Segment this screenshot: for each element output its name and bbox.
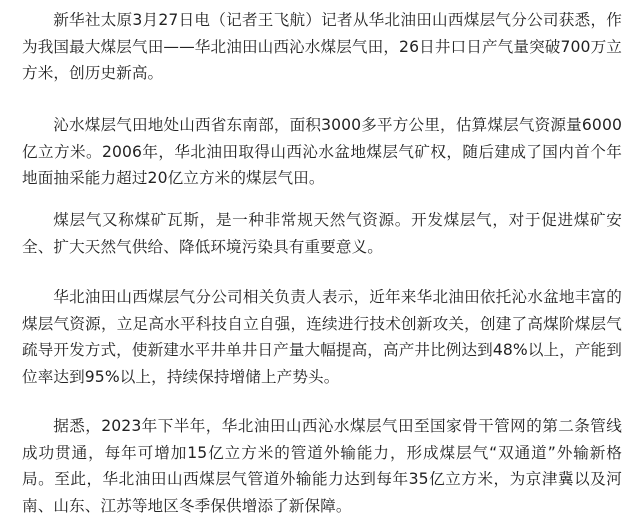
article-paragraph-2: 沁水煤层气田地处山西省东南部，面积3000多平方公里，估算煤层气资源量6000亿立方米。2006年，华北油田取得山西沁水盆地煤层气矿权，随后建成了国内首个年地面抽采能力超过20亿立方米的煤层气田。 xyxy=(22,116,622,187)
article-paragraph-4: 华北油田山西煤层气分公司相关负责人表示，近年来华北油田依托沁水盆地丰富的煤层气资源，立足高水平科技自立自强，连续进行技术创新攻关，创建了高煤阶煤层气疏导开发方式，使新建水平井单井日产量大幅提高，高产井比例达到48%以上，产能到位率达到95%以上，持续保持增储上产势头。 xyxy=(22,288,622,386)
article-paragraph-1: 新华社太原3月27日电（记者王飞航）记者从华北油田山西煤层气分公司获悉，作为我国最大煤层气田——华北油田山西沁水煤层气田，26日井口日产气量突破700万立方米，创历史新高。 xyxy=(22,11,622,82)
article-paragraph-3: 煤层气又称煤矿瓦斯，是一种非常规天然气资源。开发煤层气，对于促进煤矿安全、扩大天然气供给、降低环境污染具有重要意义。 xyxy=(22,211,622,256)
article-paragraph-5: 据悉，2023年下半年，华北油田山西沁水煤层气田至国家骨干管网的第二条管线成功贯通，每年可增加15亿立方米的管道外输能力，形成煤层气“双通道”外输新格局。至此，华北油田山西煤层气管道外输能力达到每年35亿立方米，为京津冀以及河南、山东、江苏等地区冬季保供增添了新保障。 xyxy=(22,417,622,515)
